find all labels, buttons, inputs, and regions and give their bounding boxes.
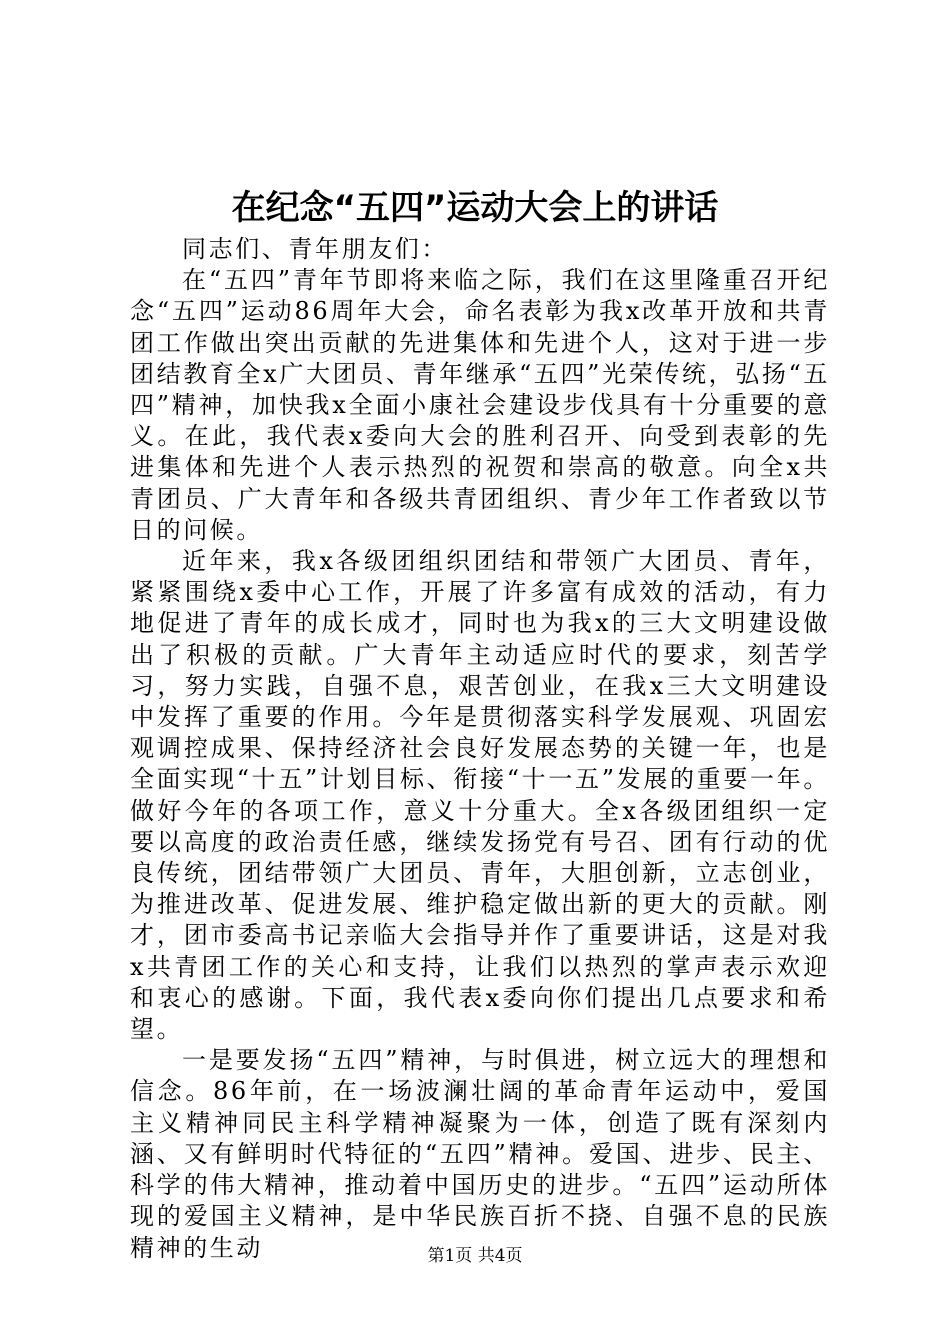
salutation: 同志们、青年朋友们：	[182, 235, 448, 263]
document-title: 在纪念“五四”运动大会上的讲话	[231, 188, 719, 228]
document-body	[130, 234, 830, 1264]
paragraph: 近年来，我x各级团组织团结和带领广大团员、青年，紧紧围绕x委中心工作，开展了许多富有成效的活动，有力地促进了青年的成长成才，同时也为我x的三大文明建设做出了积极的贡献。广大青年主动适应时代的要求，刻苦学习，努力实践，自强不息，艰苦创业，在我x三大文明建设中发挥了重要的作用。今年是贯彻落实科学发展观、巩固宏观调控成果、保持经济社会良好发展态势的关键一年，也是全面实现“十五”计划目标、衔接“十一五”发展的重要一年。做好今年的各项工作，意义十分重大。全x各级团组织一定要以高度的政治责任感，继续发扬党有号召、团有行动的优良传统，团结带领广大团员、青年，大胆创新，立志创业，为推进改革、促进发展、维护稳定做出新的更大的贡献。刚才，团市委高书记亲临大会指导并作了重要讲话，这是对我x共青团工作的关心和支持，让我们以热烈的掌声表示欢迎和衷心的感谢。下面，我代表x委向你们提出几点要求和希望。	[130, 547, 830, 1044]
paragraph: 在“五四”青年节即将来临之际，我们在这里隆重召开纪念“五四”运动86周年大会，命名表彰为我x改革开放和共青团工作做出突出贡献的先进集体和先进个人，这对于进一步团结教育全x广大团员、青年继承“五四”光荣传统，弘扬“五四”精神，加快我x全面小康社会建设步伐具有十分重要的意义。在此，我代表x委向大会的胜利召开、向受到表彰的先进集体和先进个人表示热烈的祝贺和崇高的敬意。向全x共青团员、广大青年和各级共青团组织、青少年工作者致以节日的问候。	[130, 266, 830, 544]
page-footer: 第1页 共4页	[427, 1246, 523, 1266]
paragraph: 一是要发扬“五四”精神，与时俱进，树立远大的理想和信念。86年前，在一场波澜壮阔的革命青年运动中，爱国主义精神同民主科学精神凝聚为一体，创造了既有深刻内涵、又有鲜明时代特征的“五四”精神。爱国、进步、民主、科学的伟大精神，推动着中国历史的进步。“五四”运动所体现的爱国主义精神，是中华民族百折不挠、自强不息的民族精神的生动	[130, 1046, 830, 1262]
